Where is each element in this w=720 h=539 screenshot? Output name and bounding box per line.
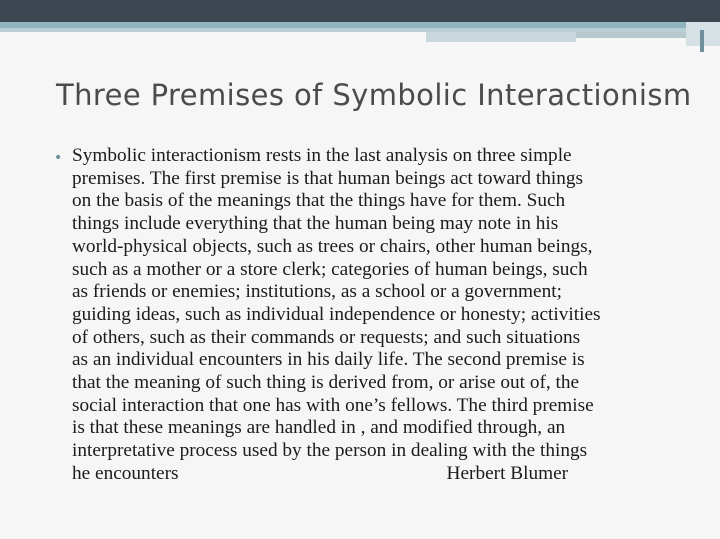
body-line: guiding ideas, such as individual independence or honesty; activities: [72, 303, 601, 325]
body-line: social interaction that one has with one’s fellows. The third premise: [72, 394, 594, 416]
body-line: things include everything that the human being may note in his: [72, 213, 559, 235]
header-banner-dark: [0, 0, 720, 22]
quote-author: Herbert Blumer: [446, 462, 569, 484]
body-line: interpretative process used by the person in dealing with the things: [72, 440, 588, 462]
body-line: as friends or enemies; institutions, as a school or a government;: [72, 281, 562, 303]
header-banner-accent: [426, 32, 576, 42]
bullet-icon: •: [54, 150, 63, 166]
body-line: as an individual encounters in his daily life. The second premise is: [72, 349, 585, 371]
body-line: Symbolic interactionism rests in the last analysis on three simple: [72, 145, 572, 166]
quote-body: [72, 145, 712, 486]
body-last-text: he encounters: [72, 462, 179, 484]
body-line: that the meaning of such thing is derived from, or arise out of, the: [72, 372, 580, 394]
body-line: is that these meanings are handled in , and modified through, an: [72, 417, 566, 439]
body-last-line: [72, 463, 712, 486]
body-line: such as a mother or a store clerk; categories of human beings, such: [72, 258, 588, 280]
header-banner-accent: [700, 30, 704, 52]
header-banner-accent: [576, 32, 686, 38]
body-line: on the basis of the meanings that the things have for them. Such: [72, 190, 566, 212]
body-line: premises. The first premise is that human beings act toward things: [72, 167, 584, 189]
slide-title: Three Premises of Symbolic Interactionism: [56, 78, 692, 112]
body-line: world-physical objects, such as trees or chairs, other human beings,: [72, 235, 593, 257]
body-line: of others, such as their commands or requests; and such situations: [72, 326, 581, 348]
